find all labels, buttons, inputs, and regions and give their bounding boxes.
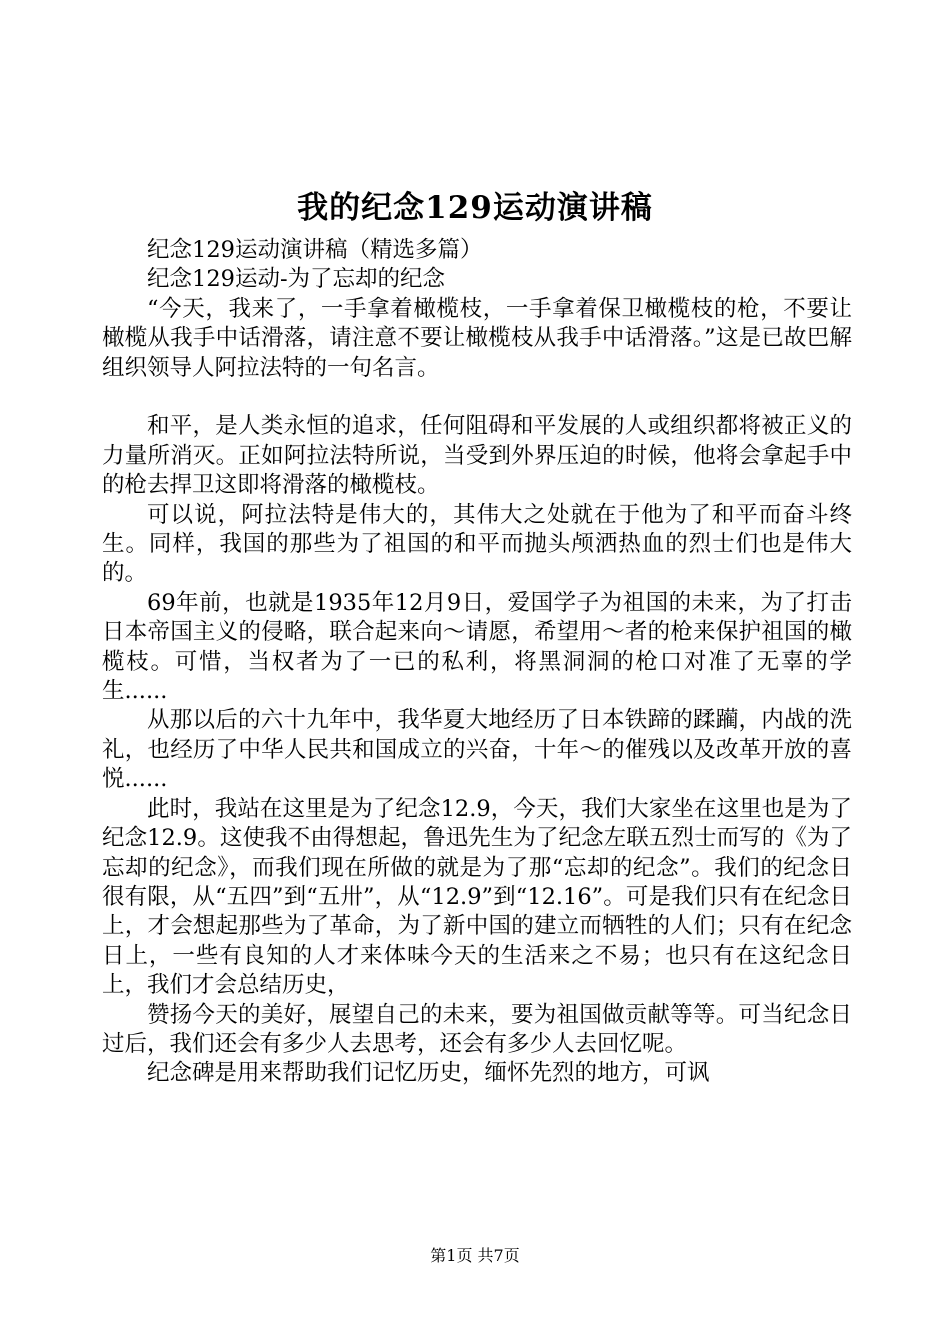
paragraph-quote: “今天，我来了，一手拿着橄榄枝，一手拿着保卫橄榄枝的枪，不要让橄榄从我手中话滑落，请注意不要让橄榄枝从我手中话滑落。”这是已故巴解组织领导人阿拉法特的一句名言。 (102, 295, 852, 381)
paragraph-1935: 69年前，也就是1935年12月9日，爱国学子为祖国的未来，为了打击日本帝国主义的侵略，联合起来向～请愿，希望用～者的枪来保护祖国的橄榄枝。可惜，当权者为了一已的私利，将黑洞洞的枪口对准了无辜的学生...... (102, 589, 852, 705)
paragraph-peace: 和平，是人类永恒的追求，任何阻碍和平发展的人或组织都将被正义的力量所消灭。正如阿拉法特所说，当受到外界压迫的时候，他将会拿起手中的枪去捍卫这即将滑落的橄榄枝。 (102, 413, 852, 499)
paragraph-monument: 纪念碑是用来帮助我们记忆历史，缅怀先烈的地方，可讽 (147, 1060, 710, 1087)
paragraph-sixty-nine-years: 从那以后的六十九年中，我华夏大地经历了日本铁蹄的蹂躏，内战的洗礼，也经历了中华人民共和国成立的兴奋，十年～的催残以及改革开放的喜悦...... (102, 707, 852, 793)
document-title: 我的纪念129运动演讲稿 (297, 190, 653, 226)
page-footer: 第1页 共7页 (430, 1246, 520, 1265)
document-body (102, 236, 852, 1089)
paragraph-praise: 赞扬今天的美好，展望自己的未来，要为祖国做贡献等等。可当纪念日过后，我们还会有多少人去思考，还会有多少人去回忆呢。 (102, 1001, 852, 1057)
paragraph-commemoration: 此时，我站在这里是为了纪念12.9，今天，我们大家坐在这里也是为了纪念12.9。这使我不由得想起，鲁迅先生为了纪念左联五烈士而写的《为了忘却的纪念》，而我们现在所做的就是为了那“忘却的纪念”。我们的纪念日很有限，从“五四”到“五卅”，从“12.9”到“12.16”。可是我们只有在纪念日上，才会想起那些为了革命，为了新中国的建立而牺牲的人们；只有在纪念日上，一些有良知的人才来体味今天的生活来之不易；也只有在这纪念日上，我们才会总结历史， (102, 795, 852, 999)
paragraph-subtitle: 纪念129运动演讲稿（精选多篇） (147, 237, 483, 263)
paragraph-heading: 纪念129运动-为了忘却的纪念 (147, 266, 446, 293)
paragraph-arafat: 可以说，阿拉法特是伟大的，其伟大之处就在于他为了和平而奋斗终生。同样，我国的那些为了祖国的和平而抛头颅洒热血的烈士们也是伟大的。 (102, 501, 852, 587)
